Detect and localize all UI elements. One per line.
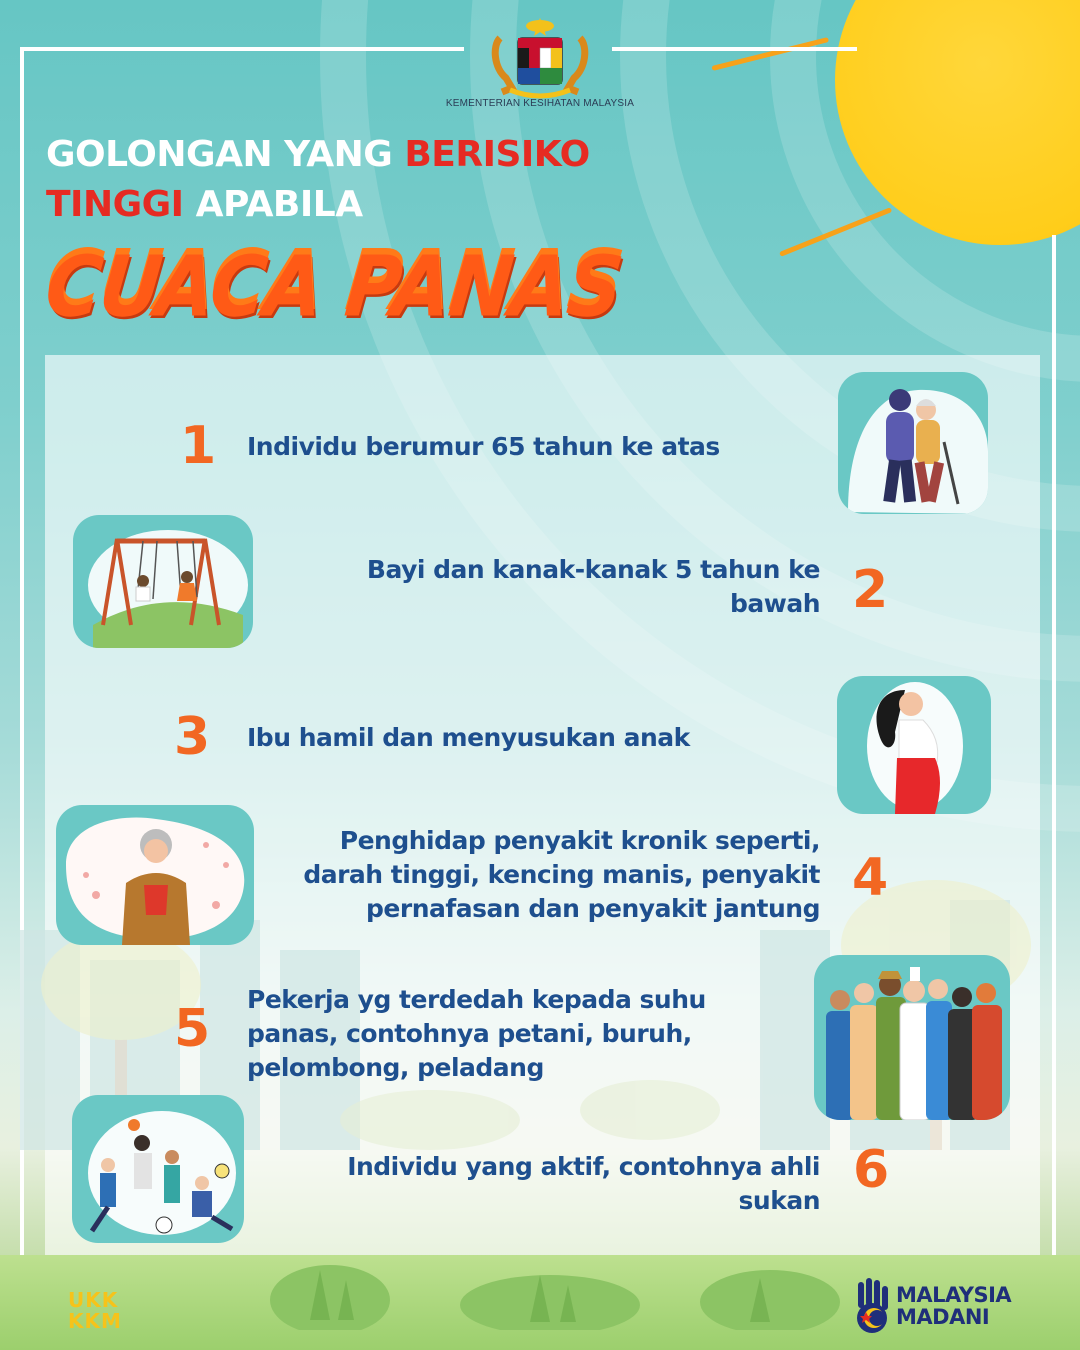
item-text-5 [247, 983, 807, 1085]
ministry-crest-logo [488, 18, 592, 102]
title-red-text: BERISIKO [404, 134, 590, 175]
item-text-5-line-1: Pekerja yg terdedah kepada suhu [247, 985, 706, 1014]
item-text-2-line-2: bawah [729, 589, 820, 618]
headline-hot-weather: CUACA PANAS [41, 237, 626, 336]
malaysia-madani-logo [852, 1278, 1022, 1338]
athletes-icon [72, 1095, 244, 1243]
item-number-3: 3 [174, 707, 211, 767]
title-white-text: GOLONGAN YANG [46, 134, 393, 175]
bush-decoration [250, 1240, 870, 1330]
item-number-6: 6 [853, 1140, 890, 1200]
frame-border [1052, 235, 1056, 1315]
title-line-1 [46, 133, 590, 177]
title-white-text: APABILA [195, 184, 363, 225]
elderly-walking-icon [838, 372, 988, 514]
madani-wordmark [896, 1284, 1011, 1328]
workers-group-icon [814, 955, 1010, 1120]
item-text-5-line-2: panas, contohnya petani, buruh, [247, 1019, 692, 1048]
item-text-5-line-3: pelombong, peladang [247, 1053, 544, 1082]
item-text-3: Ibu hamil dan menyusukan anak [247, 723, 690, 752]
item-text-2 [220, 553, 820, 621]
ukk-logo-line-2: KKM [68, 1309, 122, 1333]
title-line-2 [46, 183, 363, 227]
title-red-text: TINGGI [46, 184, 184, 225]
item-text-4-line-3: pernafasan dan penyakit jantung [366, 894, 820, 923]
pregnant-woman-icon [837, 676, 991, 814]
item-text-2-line-1: Bayi dan kanak-kanak 5 tahun ke [366, 555, 820, 584]
item-number-5: 5 [174, 999, 211, 1059]
item-text-6-line-2: sukan [738, 1186, 820, 1215]
item-text-6-line-1: Individu yang aktif, contohnya ahli [347, 1152, 820, 1181]
item-number-2: 2 [852, 560, 889, 620]
item-text-6 [220, 1150, 820, 1218]
item-text-4-line-1: Penghidap penyakit kronik seperti, [339, 826, 820, 855]
item-number-4: 4 [852, 848, 889, 908]
item-text-1: Individu berumur 65 tahun ke atas [247, 432, 720, 461]
madani-line-2: MADANI [896, 1305, 990, 1329]
madani-line-1: MALAYSIA [896, 1283, 1012, 1307]
item-text-4 [220, 824, 820, 926]
madani-hand-icon [852, 1278, 892, 1336]
item-number-1: 1 [180, 416, 217, 476]
ministry-name: KEMENTERIAN KESIHATAN MALAYSIA [445, 98, 635, 109]
ukk-kkm-logo [68, 1290, 122, 1332]
frame-border [612, 47, 857, 51]
item-text-4-line-2: darah tinggi, kencing manis, penyakit [303, 860, 820, 889]
frame-border [20, 47, 464, 51]
ukk-logo-line-1: UKK [68, 1288, 119, 1312]
